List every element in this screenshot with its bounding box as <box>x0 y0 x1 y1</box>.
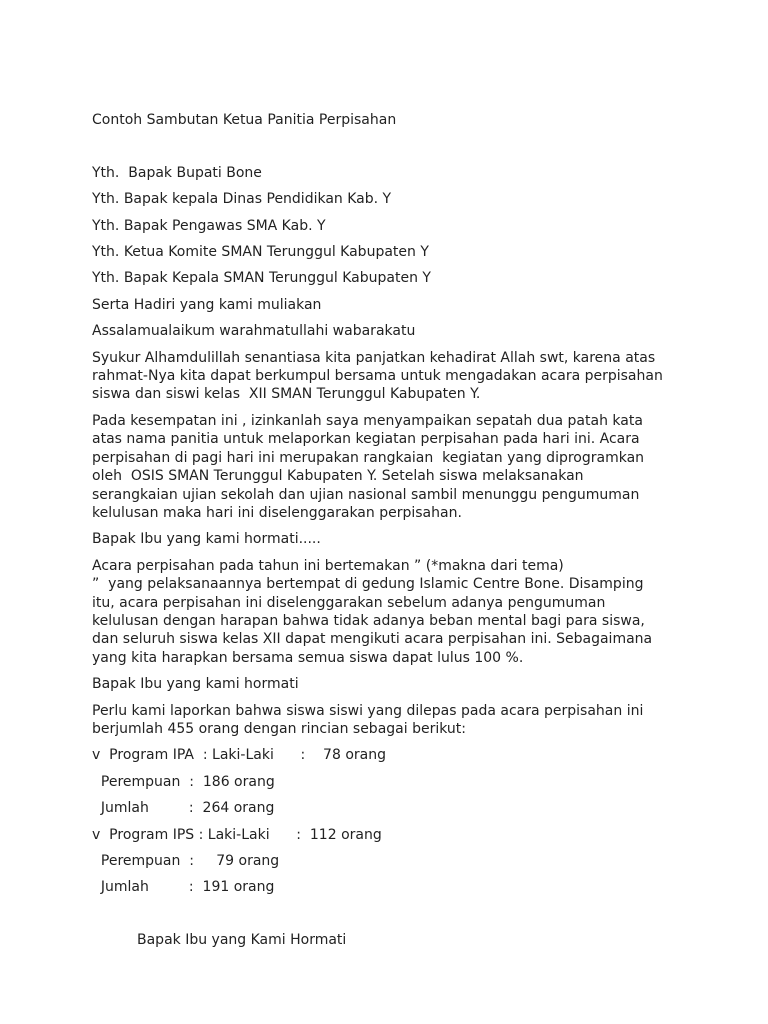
text-line: v Program IPS : Laki-Laki : 112 orang <box>92 826 382 843</box>
list-item-program-ipa <box>92 746 692 764</box>
text-line: kelulusan maka hari ini diselenggarakan perpisahan. <box>92 504 462 521</box>
list-item-program-ips <box>92 826 692 844</box>
document-content <box>92 111 692 958</box>
list-item-ipa-perempuan <box>92 773 692 791</box>
text-line: Serta Hadiri yang kami muliakan <box>92 296 322 313</box>
address-line <box>92 530 692 548</box>
salutation-line <box>92 217 692 235</box>
text-line: perpisahan di pagi hari ini merupakan rangkaian kegiatan yang diprogramkan <box>92 449 645 466</box>
spacer <box>92 137 692 155</box>
salutation-line <box>92 243 692 261</box>
document-title <box>92 111 692 129</box>
text-line: serangkaian ujian sekolah dan ujian nasional sambil menunggu pengumuman <box>92 486 640 503</box>
salutation-line <box>92 164 692 182</box>
list-item-ipa-jumlah <box>92 799 692 817</box>
text-line: Pada kesempatan ini , izinkanlah saya menyampaikan sepatah dua patah kata <box>92 412 643 429</box>
text-line: oleh OSIS SMAN Terunggul Kabupaten Y. Setelah siswa melaksanakan <box>92 468 584 485</box>
text-line: Yth. Bapak Kepala SMAN Terunggul Kabupaten Y <box>92 270 431 287</box>
paragraph <box>92 702 692 739</box>
text-line: Perempuan : 186 orang <box>92 773 275 790</box>
text-line: Acara perpisahan pada tahun ini bertemakan ” (*makna dari tema) <box>92 557 564 574</box>
address-line <box>92 675 692 693</box>
text-line: Jumlah : 264 orang <box>92 800 275 817</box>
text-line: yang kita harapkan bersama semua siswa dapat lulus 100 %. <box>92 649 524 666</box>
paragraph <box>92 557 692 667</box>
text-line: Bapak Ibu yang kami hormati..... <box>92 531 321 548</box>
salutation-line <box>92 296 692 314</box>
text-line: Bapak Ibu yang Kami Hormati <box>137 932 347 949</box>
text-line: Contoh Sambutan Ketua Panitia Perpisahan <box>92 112 397 128</box>
text-line: Yth. Bapak Bupati Bone <box>92 164 262 181</box>
salutation-line <box>92 269 692 287</box>
text-line: Yth. Bapak kepala Dinas Pendidikan Kab. Y <box>92 191 392 208</box>
text-line: Syukur Alhamdulillah senantiasa kita panjatkan kehadirat Allah swt, karena atas <box>92 349 656 366</box>
spacer <box>92 905 692 923</box>
text-line: Perempuan : 79 orang <box>92 853 280 869</box>
list-item-ips-jumlah <box>92 878 692 896</box>
greeting-line <box>92 322 692 340</box>
text-line: Bapak Ibu yang kami hormati <box>92 676 299 693</box>
closing-line <box>92 931 692 949</box>
text-line: rahmat-Nya kita dapat berkumpul bersama untuk mengadakan acara perpisahan <box>92 368 663 385</box>
text-line: v Program IPA : Laki-Laki : 78 orang <box>92 747 386 764</box>
text-line: Yth. Ketua Komite SMAN Terunggul Kabupaten Y <box>92 244 429 261</box>
text-line: itu, acara perpisahan ini diselenggarakan sebelum adanya pengumuman <box>92 594 606 611</box>
paragraph <box>92 349 692 404</box>
text-line: berjumlah 455 orang dengan rincian sebagai berikut: <box>92 720 466 737</box>
text-line: Jumlah : 191 orang <box>92 879 275 896</box>
text-line: dan seluruh siswa kelas XII dapat mengikuti acara perpisahan ini. Sebagaimana <box>92 631 653 648</box>
text-line: ” yang pelaksanaannya bertempat di gedung Islamic Centre Bone. Disamping <box>92 576 644 593</box>
salutation-line <box>92 190 692 208</box>
text-line: atas nama panitia untuk melaporkan kegiatan perpisahan pada hari ini. Acara <box>92 431 640 448</box>
text-line: Assalamualaikum warahmatullahi wabarakatu <box>92 323 416 340</box>
list-item-ips-perempuan <box>92 852 692 870</box>
paragraph <box>92 412 692 522</box>
text-line: kelulusan dengan harapan bahwa tidak adanya beban mental bagi para siswa, <box>92 612 645 629</box>
text-line: Yth. Bapak Pengawas SMA Kab. Y <box>92 217 326 234</box>
text-line: Perlu kami laporkan bahwa siswa siswi yang dilepas pada acara perpisahan ini <box>92 702 644 719</box>
text-line: siswa dan siswi kelas XII SMAN Terunggul Kabupaten Y. <box>92 386 481 403</box>
